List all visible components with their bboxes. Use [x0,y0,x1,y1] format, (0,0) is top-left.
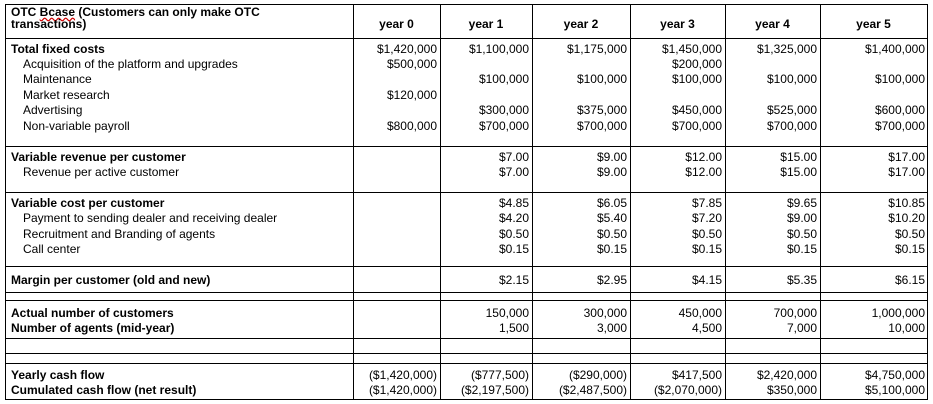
value-cell: $10.85 [888,196,925,210]
row-label: Cumulated cash flow (net result) [11,383,197,397]
grid-line [5,266,928,267]
grid-line [5,146,928,147]
value-cell: $5.35 [786,273,817,287]
value-cell: $375,000 [576,103,627,117]
grid-line [5,363,928,364]
row-label: Variable cost per customer [11,196,165,210]
value-cell: $6.05 [596,196,627,210]
value-cell: 700,000 [773,306,817,320]
value-cell: $9.00 [596,150,627,164]
value-cell: 1,000,000 [871,306,925,320]
value-cell: $4.85 [498,196,529,210]
value-cell: $100,000 [766,72,817,86]
grid-line [5,300,928,301]
row-label: Variable revenue per customer [11,150,186,164]
value-cell: $350,000 [766,383,817,397]
grid-line [5,4,928,5]
value-cell: $4.20 [498,211,529,225]
value-cell: $700,000 [478,119,529,133]
year-header: year 5 [856,17,891,31]
value-cell: $100,000 [671,72,722,86]
value-cell: $0.50 [786,227,817,241]
value-cell: $7.20 [691,211,722,225]
value-cell: $700,000 [576,119,627,133]
value-cell: $1,400,000 [864,42,925,56]
value-cell: $0.15 [691,242,722,256]
grid-line [630,4,631,399]
row-label: Non-variable payroll [23,119,130,133]
value-cell: $6.15 [894,273,925,287]
value-cell: ($1,420,000) [368,368,437,382]
value-cell: $800,000 [386,119,437,133]
value-cell: 10,000 [888,321,925,335]
grid-line [353,4,354,399]
value-cell: $17.00 [888,165,925,179]
grid-line [440,4,441,399]
year-header: year 1 [468,17,504,31]
row-label: Revenue per active customer [23,165,180,179]
value-cell: $7.85 [691,196,722,210]
value-cell: $2.95 [596,273,627,287]
value-cell: $100,000 [874,72,925,86]
value-cell: $9.00 [786,211,817,225]
row-label: Yearly cash flow [11,368,105,382]
row-label: Call center [23,242,81,256]
row-label: Margin per customer (old and new) [11,273,211,287]
value-cell: $0.15 [786,242,817,256]
value-cell: $4,750,000 [864,368,925,382]
value-cell: 150,000 [485,306,529,320]
value-cell: $1,175,000 [566,42,627,56]
value-cell: $300,000 [478,103,529,117]
value-cell: ($290,000) [568,368,627,382]
value-cell: $4.15 [691,273,722,287]
row-label: Actual number of customers [11,306,174,320]
sheet-title-flagged-word: Bcase [39,5,76,19]
value-cell: $100,000 [478,72,529,86]
value-cell: $500,000 [386,57,437,71]
value-cell: $0.50 [894,227,925,241]
value-cell: 1,500 [498,321,529,335]
row-label: Advertising [23,103,83,117]
value-cell: $100,000 [576,72,627,86]
value-cell: $700,000 [671,119,722,133]
value-cell: $7.00 [498,150,529,164]
value-cell: $0.15 [498,242,529,256]
grid-line [532,4,533,399]
row-label: Recruitment and Branding of agents [23,227,216,241]
grid-line [5,353,928,354]
value-cell: ($2,197,500) [460,383,529,397]
value-cell: $5,100,000 [864,383,925,397]
value-cell: $0.50 [498,227,529,241]
row-label: Total fixed costs [11,42,105,56]
grid-line [5,292,928,293]
sheet-title-line2: transactions) [11,17,87,31]
value-cell: $0.50 [596,227,627,241]
value-cell: $600,000 [874,103,925,117]
grid-line [820,4,821,399]
grid-line [927,4,928,399]
grid-line [5,338,928,339]
value-cell: $417,500 [671,368,722,382]
value-cell: $10.20 [888,211,925,225]
value-cell: 3,000 [596,321,627,335]
value-cell: $700,000 [874,119,925,133]
value-cell: $7.00 [498,165,529,179]
value-cell: $1,420,000 [376,42,437,56]
value-cell: $0.15 [596,242,627,256]
value-cell: $0.15 [894,242,925,256]
value-cell: $700,000 [766,119,817,133]
value-cell: $12.00 [685,150,722,164]
year-header: year 3 [660,17,695,31]
value-cell: 7,000 [786,321,817,335]
value-cell: $1,450,000 [661,42,722,56]
value-cell: ($2,487,500) [558,383,627,397]
value-cell: $450,000 [671,103,722,117]
value-cell: ($2,070,000) [653,383,722,397]
row-label: Payment to sending dealer and receiving dealer [23,211,278,225]
value-cell: $17.00 [888,150,925,164]
value-cell: ($1,420,000) [368,383,437,397]
value-cell: $5.40 [596,211,627,225]
value-cell: 300,000 [583,306,627,320]
value-cell: $9.00 [596,165,627,179]
row-label: Maintenance [23,72,92,86]
grid-line [5,38,928,39]
sheet-title-suffix: (Customers can only make OTC [75,5,260,19]
value-cell: $525,000 [766,103,817,117]
value-cell: ($777,500) [470,368,529,382]
year-header: year 4 [755,17,790,31]
grid-line [725,4,726,399]
row-label: Market research [23,88,110,102]
value-cell: $1,325,000 [756,42,817,56]
sheet-title [11,6,281,30]
value-cell: $0.50 [691,227,722,241]
value-cell: $2,420,000 [756,368,817,382]
grid-line [5,4,6,399]
value-cell: $2.15 [498,273,529,287]
value-cell: $12.00 [685,165,722,179]
value-cell: $9.65 [786,196,817,210]
value-cell: $1,100,000 [468,42,529,56]
grid-line [5,192,928,193]
year-header: year 2 [563,17,599,31]
year-header: year 0 [379,17,414,31]
value-cell: $120,000 [386,88,437,102]
row-label: Number of agents (mid-year) [11,321,175,335]
value-cell: $15.00 [780,150,817,164]
sheet-title-prefix: OTC [11,5,40,19]
row-label: Acquisition of the platform and upgrades [23,57,238,71]
value-cell: 4,500 [691,321,722,335]
value-cell: $15.00 [780,165,817,179]
value-cell: 450,000 [678,306,722,320]
grid-line [5,399,928,400]
value-cell: $200,000 [671,57,722,71]
